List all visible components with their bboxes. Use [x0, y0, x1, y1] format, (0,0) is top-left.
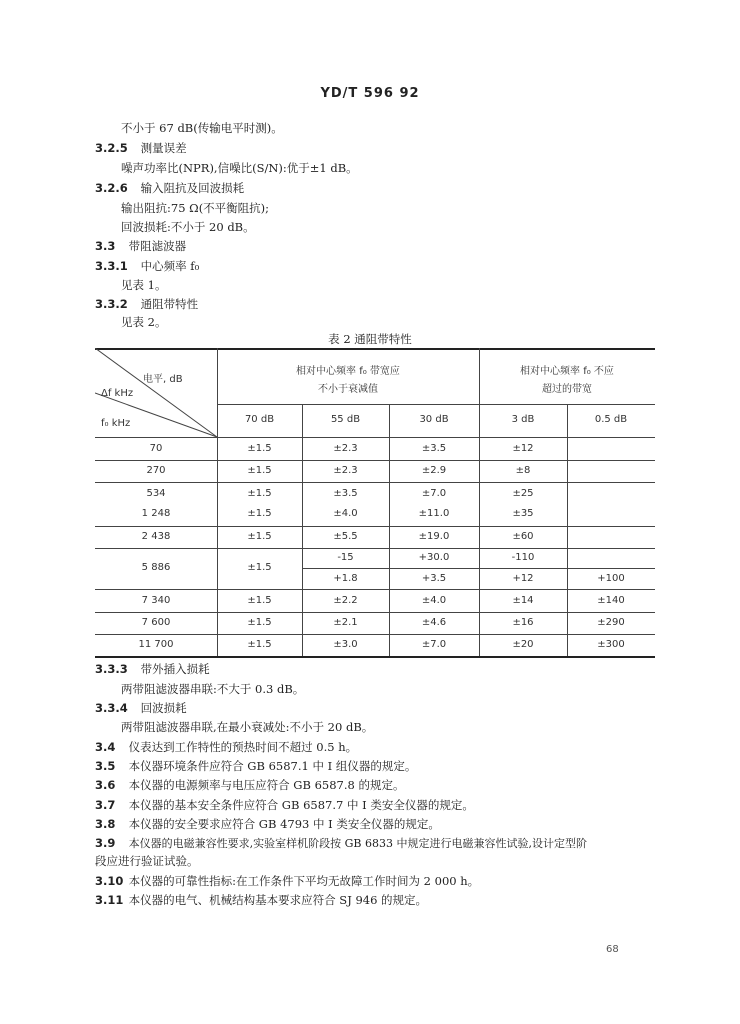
cell-30db: ±7.0	[421, 488, 447, 499]
clause	[95, 873, 479, 889]
clause	[95, 797, 474, 813]
table-rule	[95, 612, 655, 613]
cell-55db: ±4.0	[333, 508, 358, 519]
cell-3db: ±20	[512, 639, 534, 650]
cell-30db: ±2.9	[421, 465, 447, 476]
cell-70db: ±1.5	[247, 617, 272, 628]
cell-3db: ±16	[512, 617, 534, 628]
table-rule	[95, 589, 655, 590]
clause-text: 仪表达到工作特性的预热时间不超过 0.5 h。	[128, 740, 358, 754]
clause-number: 3.6	[95, 778, 116, 792]
section-title: 输入阻抗及回波损耗	[140, 181, 245, 195]
clause-number: 3.10	[95, 874, 124, 888]
table-rule	[217, 404, 655, 405]
clause-number: 3.11	[95, 893, 124, 907]
cell-70db: ±1.5	[247, 465, 272, 476]
section-number: 3.3.1	[95, 259, 128, 273]
section-heading	[95, 700, 187, 716]
cell-30db: ±11.0	[418, 508, 450, 519]
clause-text: 本仪器的安全要求应符合 GB 4793 中 I 类安全仪器的规定。	[128, 817, 440, 831]
clause-number: 3.7	[95, 798, 116, 812]
table-rule	[95, 460, 655, 461]
clause	[95, 758, 416, 774]
section-number: 3.3.3	[95, 662, 128, 676]
section-number: 3.2.5	[95, 141, 128, 155]
line-text: 回波损耗:不小于 20 dB。	[121, 220, 255, 234]
corner-delta-label: Δf kHz	[101, 388, 134, 399]
table-rule	[95, 526, 655, 527]
cell-55db: ±5.5	[333, 531, 358, 542]
text-line	[95, 853, 199, 869]
cell-30db: ±4.6	[421, 617, 447, 628]
section-heading	[95, 238, 186, 254]
cell-55db: ±2.1	[333, 617, 358, 628]
group-header-bandwidth-max: 相对中心频率 f₀ 不应	[520, 366, 614, 377]
cell-3db-upper: +12	[512, 573, 534, 584]
section-title: 中心频率 f₀	[140, 259, 200, 273]
line-text: 段应进行验证试验。	[95, 854, 199, 868]
cell-3db: ±60	[512, 531, 534, 542]
text-line	[121, 719, 373, 735]
corner-f0-label: f₀ kHz	[101, 418, 131, 429]
line-text: 见表 2。	[121, 315, 167, 329]
table-rule	[95, 548, 655, 549]
clause-text: 本仪器的可靠性指标:在工作条件下平均无故障工作时间为 2 000 h。	[128, 874, 480, 888]
cell-05db: ±140	[597, 595, 625, 606]
line-text: 输出阻抗:75 Ω(不平衡阻抗);	[121, 201, 270, 215]
text-line	[121, 277, 166, 293]
cell-3db: ±14	[512, 595, 534, 606]
cell-3db-lower: -110	[511, 552, 535, 563]
clause	[95, 777, 405, 793]
table-rule	[95, 656, 655, 658]
row-f0: 270	[146, 465, 166, 476]
section-heading	[95, 258, 199, 274]
cell-70db: ±1.5	[247, 595, 272, 606]
cell-70db: ±1.5	[247, 488, 272, 499]
clause-number: 3.4	[95, 740, 116, 754]
text-line	[121, 120, 283, 136]
row-f0: 1 248	[141, 508, 171, 519]
cell-70db: ±1.5	[247, 562, 272, 573]
section-title: 带外插入损耗	[140, 662, 210, 676]
clause	[95, 835, 587, 852]
line-text: 两带阻滤波器串联:不大于 0.3 dB。	[121, 682, 305, 696]
cell-30db: ±3.5	[421, 443, 447, 454]
page-number: 68	[606, 944, 619, 955]
text-line	[121, 160, 358, 176]
row-f0: 70	[149, 443, 163, 454]
cell-55db: ±2.2	[333, 595, 358, 606]
clause	[95, 739, 357, 755]
line-text: 不小于 67 dB(传输电平时测)。	[121, 121, 283, 135]
cell-30db-lower: +30.0	[418, 552, 450, 563]
section-title: 测量误差	[140, 141, 187, 155]
line-text: 见表 1。	[121, 278, 167, 292]
line-text: 两带阻滤波器串联,在最小衰减处:不小于 20 dB。	[121, 720, 374, 734]
cell-55db: ±2.3	[333, 465, 358, 476]
section-title: 通阻带特性	[140, 297, 199, 311]
cell-3db: ±35	[512, 508, 534, 519]
section-heading	[95, 661, 210, 677]
clause-text: 本仪器环境条件应符合 GB 6587.1 中 I 组仪器的规定。	[128, 759, 417, 773]
cell-05db: ±300	[597, 639, 625, 650]
row-f0: 2 438	[141, 531, 171, 542]
section-heading	[95, 180, 244, 196]
table-caption: 表 2 通阻带特性	[328, 332, 412, 346]
cell-3db: ±8	[515, 465, 531, 476]
clause	[95, 892, 427, 908]
text-line	[121, 200, 269, 216]
cell-55db: ±3.0	[333, 639, 358, 650]
cell-55db: ±3.5	[333, 488, 358, 499]
clause-number: 3.9	[95, 836, 116, 850]
section-title: 带阻滤波器	[128, 239, 187, 253]
row-f0: 534	[146, 488, 166, 499]
cell-70db: ±1.5	[247, 443, 272, 454]
cell-70db: ±1.5	[247, 508, 272, 519]
clause-text: 本仪器的电气、机械结构基本要求应符合 SJ 946 的规定。	[128, 893, 428, 907]
section-number: 3.3	[95, 239, 116, 253]
column-header: 30 dB	[419, 414, 449, 425]
cell-30db: ±19.0	[418, 531, 450, 542]
clause	[95, 816, 440, 832]
section-number: 3.2.6	[95, 181, 128, 195]
section-number: 3.3.2	[95, 297, 128, 311]
group-header-bandwidth-min: 相对中心频率 f₀ 带宽应	[296, 366, 400, 377]
cell-55db-lower: -15	[337, 552, 354, 563]
cell-55db: ±2.3	[333, 443, 358, 454]
group-header-bandwidth-min-sub: 不小于衰减值	[318, 384, 378, 395]
cell-05db-upper: +100	[597, 573, 625, 584]
section-number: 3.3.4	[95, 701, 128, 715]
cell-30db-upper: +3.5	[421, 573, 447, 584]
section-heading	[95, 296, 198, 312]
text-line	[121, 681, 304, 697]
section-heading	[95, 140, 187, 156]
text-line	[121, 314, 166, 330]
row-f0: 5 886	[141, 562, 171, 573]
cell-05db: ±290	[597, 617, 625, 628]
column-header: 70 dB	[244, 414, 275, 425]
clause-number: 3.8	[95, 817, 116, 831]
clause-text: 本仪器的电源频率与电压应符合 GB 6587.8 的规定。	[128, 778, 405, 792]
cell-30db: ±4.0	[421, 595, 447, 606]
clause-text: 本仪器的电磁兼容性要求,实验室样机阶段按 GB 6833 中规定进行电磁兼容性试验,设计定型阶	[128, 837, 588, 850]
clause-text: 本仪器的基本安全条件应符合 GB 6587.7 中 I 类安全仪器的规定。	[128, 798, 474, 812]
document-header: YD/T 596 92	[320, 86, 420, 101]
line-text: 噪声功率比(NPR),信噪比(S/N):优于±1 dB。	[121, 161, 358, 175]
row-f0: 11 700	[138, 639, 174, 650]
group-header-bandwidth-max-sub: 超过的带宽	[542, 384, 592, 395]
cell-70db: ±1.5	[247, 639, 272, 650]
section-title: 回波损耗	[140, 701, 187, 715]
clause-number: 3.5	[95, 759, 116, 773]
cell-3db: ±12	[512, 443, 534, 454]
row-f0: 7 600	[141, 617, 171, 628]
corner-level-label: 电平, dB	[143, 374, 183, 385]
table-rule	[95, 482, 655, 483]
text-line	[121, 219, 255, 235]
cell-55db-upper: +1.8	[333, 573, 358, 584]
column-header: 0.5 dB	[594, 414, 628, 425]
column-header: 3 dB	[511, 414, 535, 425]
cell-30db: ±7.0	[421, 639, 447, 650]
cell-3db: ±25	[512, 488, 534, 499]
table-rule	[95, 634, 655, 635]
column-header: 55 dB	[330, 414, 361, 425]
cell-70db: ±1.5	[247, 531, 272, 542]
row-f0: 7 340	[141, 595, 171, 606]
passband-table	[95, 348, 655, 658]
